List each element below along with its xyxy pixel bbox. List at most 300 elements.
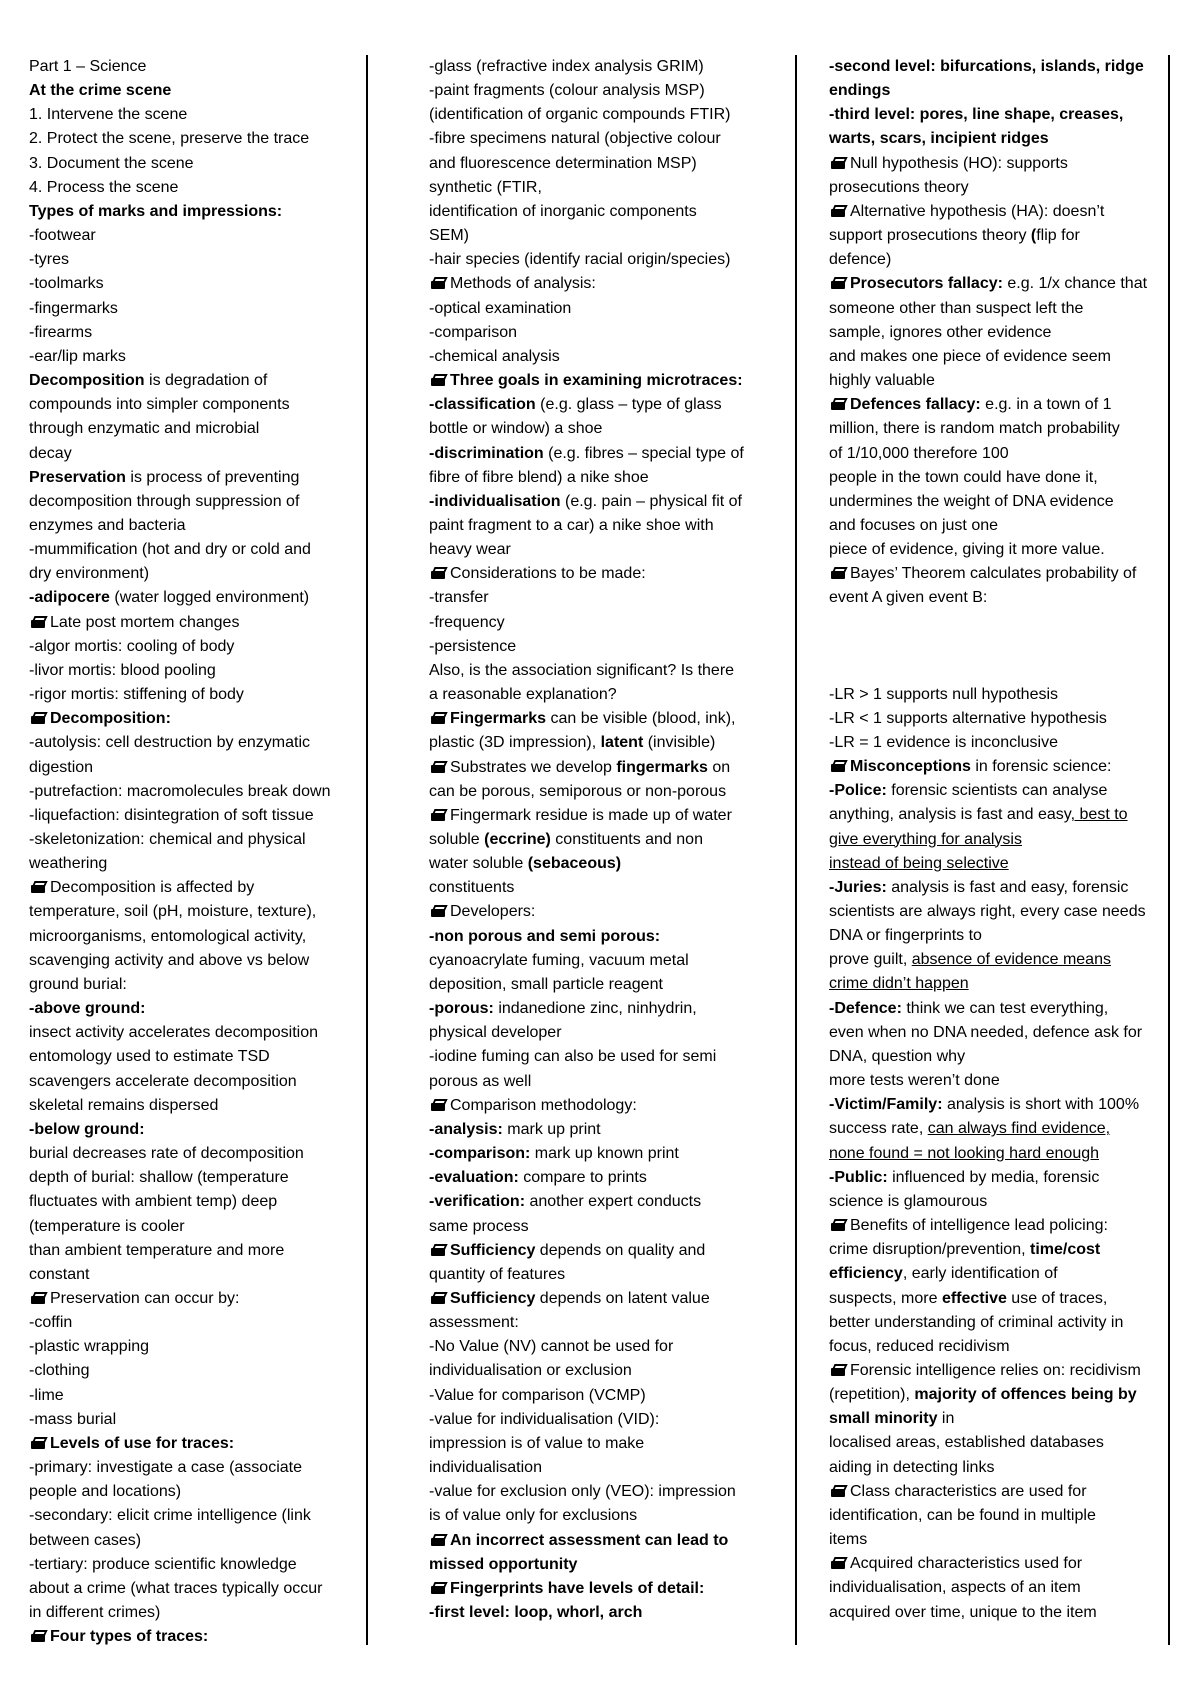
note-text: -below ground:: [29, 1120, 145, 1138]
column-divider: [1168, 55, 1170, 1645]
note-line: [29, 176, 359, 200]
note-line: [429, 1480, 759, 1504]
note-text: -verification:: [429, 1193, 526, 1211]
note-line: [29, 611, 359, 635]
note-text: can be visible (blood, ink),: [546, 710, 736, 728]
note-text: (temperature is cooler: [29, 1217, 185, 1235]
note-line: [429, 1094, 759, 1118]
note-text: Decomposition:: [50, 710, 171, 728]
note-line: [429, 490, 759, 514]
note-text: Preservation can occur by:: [50, 1289, 240, 1307]
briefcase-icon: [431, 567, 445, 579]
note-text: Sufficiency: [450, 1241, 536, 1259]
note-line: [829, 1142, 1159, 1166]
note-line: [29, 417, 359, 441]
note-text: even when no DNA needed, defence ask for: [829, 1023, 1143, 1041]
note-text: Methods of analysis:: [450, 275, 596, 293]
note-text: individualisation or exclusion: [429, 1362, 632, 1380]
note-text: someone other than suspect left the: [829, 299, 1084, 317]
note-text: -second level: bifurcations, islands, ridge: [829, 58, 1144, 75]
note-line: [29, 1021, 359, 1045]
note-line: [29, 1094, 359, 1118]
note-text: -secondary: elicit crime intelligence (link: [29, 1507, 311, 1525]
note-line: [29, 514, 359, 538]
note-line: [429, 1190, 759, 1214]
note-text: -paint fragments (colour analysis MSP): [429, 82, 705, 100]
note-text: scientists are always right, every case needs: [829, 903, 1146, 920]
note-text: individualisation, aspects of an item: [829, 1579, 1081, 1597]
note-line: [29, 538, 359, 562]
note-line: [29, 1311, 359, 1335]
note-line: [429, 345, 759, 369]
note-line: [429, 466, 759, 490]
note-text: -optical examination: [429, 299, 572, 317]
note-line: [429, 321, 759, 345]
note-line: [829, 152, 1159, 176]
note-line: [829, 586, 1159, 610]
note-text: forensic scientists can analyse: [886, 782, 1108, 800]
note-text: analysis is short with 100%: [942, 1096, 1140, 1114]
note-text: Fingermark residue is made up of water: [450, 806, 732, 824]
note-text: , best to: [1070, 806, 1128, 824]
note-line: [429, 1311, 759, 1335]
note-text: decay: [29, 444, 72, 462]
note-text: Developers:: [450, 903, 536, 921]
note-text: -mummification (hot and dry or cold and: [29, 541, 311, 559]
note-text: plastic (3D impression),: [429, 734, 601, 752]
note-text: Fingerprints have levels of detail:: [450, 1579, 705, 1597]
note-line: [29, 297, 359, 321]
note-text: -adipocere: [29, 589, 110, 607]
note-text: compounds into simpler components: [29, 396, 290, 414]
note-text: anything, analysis is fast and easy: [829, 806, 1071, 824]
note-line: [829, 972, 1159, 996]
note-text: Prosecutors fallacy:: [850, 275, 1003, 293]
note-line: [829, 803, 1159, 827]
note-text: DNA or fingerprints to: [829, 927, 982, 945]
note-line: [29, 707, 359, 731]
note-line: [29, 345, 359, 369]
note-line: [29, 1335, 359, 1359]
note-line: [429, 1553, 759, 1577]
note-line: [829, 1383, 1159, 1407]
note-line: [29, 1166, 359, 1190]
note-text: -comparison: [429, 323, 518, 341]
note-text: weathering: [29, 855, 108, 873]
note-line: [429, 562, 759, 586]
note-line: [829, 1335, 1159, 1359]
briefcase-icon: [831, 1219, 845, 1231]
note-line: [29, 1480, 359, 1504]
column-1: [29, 55, 359, 1649]
note-text: -discrimination: [429, 444, 544, 462]
note-line: [429, 1287, 759, 1311]
note-line: [829, 442, 1159, 466]
note-line: [29, 200, 359, 224]
note-text: -primary: investigate a case (associate: [29, 1459, 302, 1477]
note-text: items: [829, 1531, 868, 1549]
note-text: instead of being selective: [829, 854, 1009, 872]
note-text: -LR > 1 supports null hypothesis: [829, 685, 1059, 703]
note-text: is process of preventing: [125, 468, 300, 486]
note-line: [429, 55, 759, 79]
note-line: [829, 490, 1159, 514]
column-divider: [366, 55, 368, 1645]
note-text: and makes one piece of evidence seem: [829, 347, 1111, 365]
note-text: cyanoacrylate fuming, vacuum metal: [429, 951, 689, 969]
note-line: [829, 731, 1159, 755]
note-text: -value for exclusion only (VEO): impression: [429, 1483, 736, 1501]
note-line: [829, 369, 1159, 393]
note-line: [429, 297, 759, 321]
note-line: [29, 442, 359, 466]
note-line: [429, 1045, 759, 1069]
note-line: [429, 248, 759, 272]
note-text: crime disruption/prevention,: [829, 1241, 1030, 1259]
note-text: -analysis:: [429, 1120, 503, 1138]
note-line: [429, 272, 759, 296]
note-text: -transfer: [429, 589, 489, 607]
note-line: [829, 297, 1159, 321]
note-text: (water logged environment): [109, 589, 310, 607]
note-text: about a crime (what traces typically occur: [29, 1579, 323, 1597]
note-line: [429, 393, 759, 417]
note-text: small minority: [829, 1410, 938, 1428]
note-text: -putrefaction: macromolecules break down: [29, 782, 331, 800]
note-line: [829, 272, 1159, 296]
note-line: [829, 1552, 1159, 1576]
note-text: scavengers accelerate decomposition: [29, 1072, 297, 1090]
note-line: [429, 127, 759, 151]
note-text: identification of inorganic components: [429, 202, 697, 220]
note-line: [429, 200, 759, 224]
note-line: [429, 876, 759, 900]
note-text: use of traces,: [1006, 1289, 1108, 1307]
note-text: Null hypothesis (HO): supports: [850, 154, 1068, 172]
note-line: [29, 1432, 359, 1456]
note-text: temperature, soil (pH, moisture, texture),: [29, 903, 317, 921]
note-line: [829, 779, 1159, 803]
note-text: prove guilt,: [829, 951, 912, 969]
note-line: [429, 417, 759, 441]
note-line: [829, 1480, 1159, 1504]
note-text: is degradation of: [144, 372, 268, 390]
note-line: [429, 79, 759, 103]
note-line: [829, 103, 1159, 127]
briefcase-icon: [831, 1364, 845, 1376]
note-text: better understanding of criminal activity in: [829, 1313, 1124, 1331]
note-text: aiding in detecting links: [829, 1458, 995, 1476]
note-line: [429, 780, 759, 804]
note-line: [429, 1577, 759, 1601]
note-line: [29, 780, 359, 804]
note-text: success rate,: [829, 1120, 928, 1138]
note-text: (sebaceous): [527, 855, 622, 873]
note-line: [29, 562, 359, 586]
note-line: [429, 514, 759, 538]
note-line: [29, 1287, 359, 1311]
note-text: Misconceptions: [850, 758, 971, 776]
note-line: [429, 1384, 759, 1408]
note-text: Benefits of intelligence lead policing:: [850, 1217, 1108, 1235]
note-text: DNA, question why: [829, 1047, 966, 1065]
note-text: An incorrect assessment can lead to: [450, 1531, 729, 1549]
note-text: -Public:: [829, 1168, 888, 1186]
note-text: highly valuable: [829, 372, 935, 390]
note-line: [29, 1504, 359, 1528]
note-text: -LR < 1 supports alternative hypothesis: [829, 709, 1107, 727]
note-line: [29, 659, 359, 683]
note-text: Considerations to be made:: [450, 565, 646, 583]
note-line: [829, 852, 1159, 876]
note-line: [429, 369, 759, 393]
note-text: 4. Process the scene: [29, 178, 179, 196]
note-line: [29, 997, 359, 1021]
note-text: -No Value (NV) cannot be used for: [429, 1338, 674, 1356]
note-text: (e.g. fibres – special type of: [543, 444, 744, 462]
note-text: -third level: pores, line shape, creases,: [829, 106, 1124, 124]
note-line: [29, 1625, 359, 1649]
note-text: Part 1 – Science: [29, 58, 147, 75]
note-text: science is glamourous: [829, 1192, 988, 1210]
note-text: missed opportunity: [429, 1555, 578, 1573]
note-text: -rigor mortis: stiffening of body: [29, 686, 244, 704]
note-text: majority of offences being by: [914, 1386, 1137, 1404]
note-line: [429, 828, 759, 852]
note-line: [429, 224, 759, 248]
note-text: -tyres: [29, 251, 69, 269]
note-line: [29, 949, 359, 973]
note-text: (: [1030, 227, 1037, 245]
column-2: [429, 55, 759, 1625]
note-line: [429, 756, 759, 780]
note-line: [829, 1601, 1159, 1625]
note-text: paint fragment to a car) a nike shoe with: [429, 516, 714, 534]
note-line: [29, 1359, 359, 1383]
note-line: [29, 1190, 359, 1214]
briefcase-icon: [431, 809, 445, 821]
column-3: [829, 55, 1159, 1625]
note-text: ground burial:: [29, 975, 127, 993]
note-line: [429, 538, 759, 562]
note-line: [29, 1239, 359, 1263]
note-text: influenced by media, forensic: [887, 1168, 1100, 1186]
note-text: -individualisation: [429, 492, 561, 510]
note-line: [429, 1456, 759, 1480]
note-text: -chemical analysis: [429, 347, 560, 365]
note-text: and fluorescence determination MSP): [429, 154, 697, 172]
note-line: [829, 659, 1159, 683]
note-text: effective: [941, 1289, 1007, 1307]
note-text: through enzymatic and microbial: [29, 420, 260, 438]
note-line: [29, 1070, 359, 1094]
note-line: [829, 1190, 1159, 1214]
note-text: -toolmarks: [29, 275, 104, 293]
note-text: heavy wear: [429, 541, 511, 559]
note-text: -footwear: [29, 227, 96, 245]
note-text: acquired over time, unique to the item: [829, 1603, 1097, 1621]
note-text: on: [707, 758, 731, 776]
note-line: [29, 731, 359, 755]
note-text: absence of evidence means: [911, 951, 1111, 969]
note-line: [429, 1359, 759, 1383]
note-line: [29, 466, 359, 490]
note-line: [829, 707, 1159, 731]
note-text: impression is of value to make: [429, 1434, 645, 1452]
note-text: -lime: [29, 1386, 64, 1404]
note-line: [829, 876, 1159, 900]
note-text: decomposition through suppression of: [29, 492, 300, 510]
note-text: focus, reduced recidivism: [829, 1337, 1010, 1355]
note-text: latent: [600, 734, 644, 752]
briefcase-icon: [431, 374, 445, 386]
note-line: [29, 490, 359, 514]
note-text: -firearms: [29, 323, 93, 341]
note-text: -evaluation:: [429, 1169, 519, 1187]
note-line: [829, 224, 1159, 248]
note-text: -coffin: [29, 1314, 73, 1332]
note-text: -Value for comparison (VCMP): [429, 1386, 646, 1404]
note-text: mark up print: [502, 1120, 601, 1138]
note-text: entomology used to estimate TSD: [29, 1048, 270, 1066]
note-text: prosecutions theory: [829, 178, 969, 196]
note-line: [429, 1142, 759, 1166]
note-text: Decomposition: [29, 372, 145, 390]
note-text: think we can test everything,: [901, 999, 1109, 1017]
note-text: -ear/lip marks: [29, 347, 126, 365]
briefcase-icon: [431, 1534, 445, 1546]
note-line: [429, 611, 759, 635]
note-text: 1. Intervene the scene: [29, 106, 188, 124]
note-text: -frequency: [429, 613, 505, 631]
note-line: [29, 1215, 359, 1239]
note-text: -tertiary: produce scientific knowledge: [29, 1555, 297, 1573]
note-line: [829, 1407, 1159, 1431]
note-text: soluble: [429, 831, 485, 848]
note-line: [829, 900, 1159, 924]
note-line: [829, 755, 1159, 779]
note-text: defence): [829, 251, 892, 269]
note-line: [429, 442, 759, 466]
note-text: skeletal remains dispersed: [29, 1096, 219, 1114]
note-text: -persistence: [429, 637, 517, 655]
note-text: -clothing: [29, 1362, 90, 1380]
note-line: [829, 1214, 1159, 1238]
note-line: [429, 949, 759, 973]
note-line: [429, 1263, 759, 1287]
note-text: sample, ignores other evidence: [829, 323, 1052, 341]
note-text: a reasonable explanation?: [429, 686, 617, 704]
note-text: At the crime scene: [29, 82, 172, 100]
note-line: [429, 1601, 759, 1625]
note-text: -value for individualisation (VID):: [429, 1410, 660, 1428]
note-line: [29, 79, 359, 103]
note-text: Decomposition is affected by: [50, 879, 255, 897]
note-line: [429, 1504, 759, 1528]
note-text: -first level: loop, whorl, arch: [429, 1604, 643, 1621]
note-text: -Juries:: [829, 878, 887, 896]
note-line: [429, 1529, 759, 1553]
note-text: constant: [29, 1265, 90, 1283]
note-line: [29, 272, 359, 296]
note-text: flip for: [1036, 227, 1080, 245]
note-text: microorganisms, entomological activity,: [29, 927, 307, 945]
note-line: [429, 683, 759, 707]
note-line: [29, 1577, 359, 1601]
note-line: [829, 635, 1159, 659]
note-line: [29, 1553, 359, 1577]
note-line: [29, 321, 359, 345]
note-text: -algor mortis: cooling of body: [29, 637, 235, 655]
note-text: Also, is the association significant? Is there: [429, 661, 735, 679]
briefcase-icon: [31, 881, 45, 893]
note-text: scavenging activity and above vs below: [29, 951, 310, 969]
briefcase-icon: [831, 567, 845, 579]
note-text: -skeletonization: chemical and physical: [29, 831, 306, 848]
note-text: -hair species (identify racial origin/species): [429, 251, 731, 269]
note-line: [429, 973, 759, 997]
note-text: Three goals in examining microtraces:: [450, 372, 743, 390]
note-line: [429, 1239, 759, 1263]
note-line: [29, 1456, 359, 1480]
note-line: [829, 248, 1159, 272]
note-text: water soluble: [429, 855, 528, 873]
note-text: Fingermarks: [450, 710, 547, 728]
note-text: 3. Document the scene: [29, 154, 194, 172]
note-line: [829, 1166, 1159, 1190]
note-line: [29, 683, 359, 707]
note-text: SEM): [429, 227, 469, 245]
note-line: [829, 417, 1159, 441]
note-line: [29, 1142, 359, 1166]
note-line: [29, 973, 359, 997]
note-text: -porous:: [429, 1000, 494, 1018]
note-text: depends on quality and: [535, 1241, 706, 1259]
note-line: [429, 586, 759, 610]
note-line: [429, 1335, 759, 1359]
note-text: support prosecutions theory: [829, 227, 1031, 245]
note-text: endings: [829, 82, 891, 100]
briefcase-icon: [431, 277, 445, 289]
note-text: Types of marks and impressions:: [29, 202, 283, 220]
note-line: [829, 948, 1159, 972]
note-line: [429, 1166, 759, 1190]
note-text: same process: [429, 1217, 529, 1235]
note-line: [829, 55, 1159, 79]
note-line: [429, 707, 759, 731]
note-line: [829, 1238, 1159, 1262]
note-line: [29, 55, 359, 79]
note-text: fluctuates with ambient temp) deep: [29, 1193, 278, 1211]
note-text: identification, can be found in multiple: [829, 1506, 1096, 1524]
note-text: undermines the weight of DNA evidence: [829, 492, 1114, 510]
note-line: [829, 514, 1159, 538]
note-line: [429, 103, 759, 127]
note-line: [29, 1263, 359, 1287]
note-line: [829, 683, 1159, 707]
note-line: [829, 997, 1159, 1021]
note-line: [29, 1045, 359, 1069]
note-line: [829, 1528, 1159, 1552]
note-text: (repetition),: [829, 1386, 915, 1404]
note-line: [429, 659, 759, 683]
briefcase-icon: [831, 1557, 845, 1569]
note-text: depends on latent value: [535, 1289, 710, 1307]
note-text: in: [937, 1410, 955, 1428]
note-line: [829, 321, 1159, 345]
note-text: can always find evidence,: [927, 1120, 1111, 1138]
note-line: [429, 1408, 759, 1432]
